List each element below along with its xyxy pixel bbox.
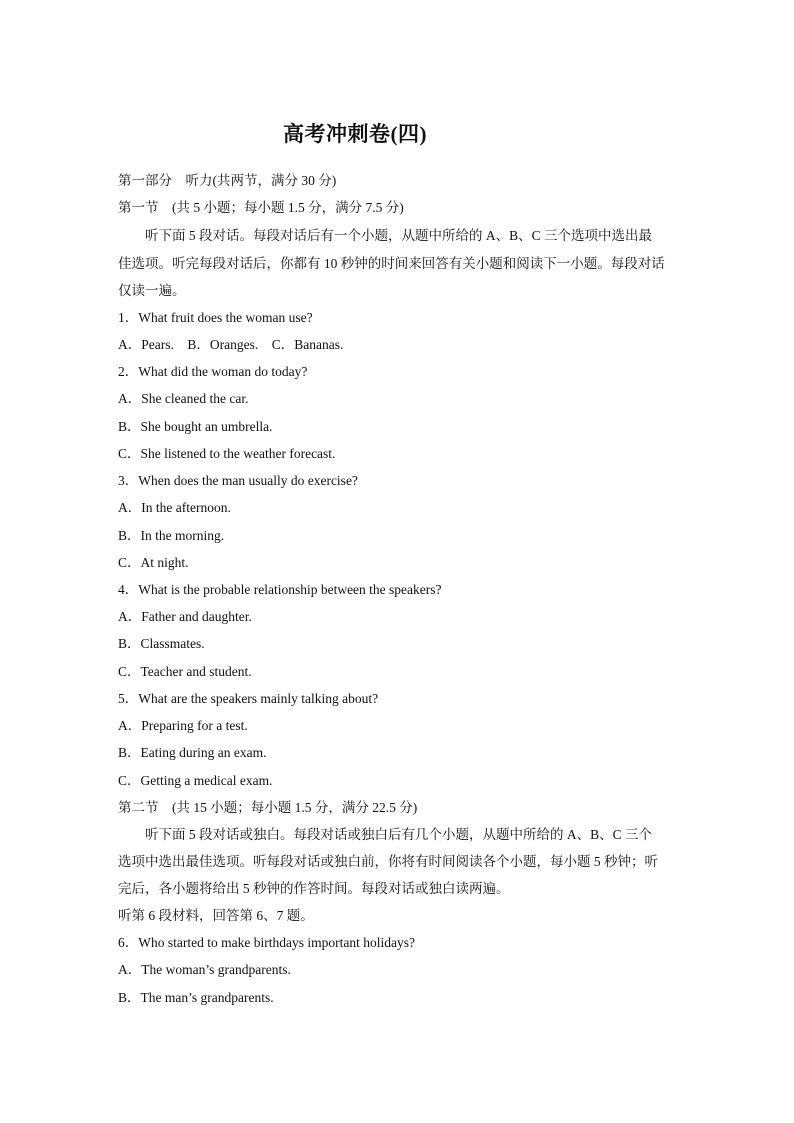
section2-instructions-line: 选项中选出最佳选项。听每段对话或独白前，你将有时间阅读各个小题，每小题 5 秒钟；听 [118,854,658,869]
question-4: 4．What is the probable relationship between the speakers? [118,582,442,597]
question-3-option-c: C．At night. [118,555,189,570]
section1-header: 第一节 (共 5 小题；每小题 1.5 分，满分 7.5 分) [118,200,404,215]
question-5: 5．What are the speakers mainly talking about? [118,691,379,706]
material-6-intro: 听第 6 段材料，回答第 6、7 题。 [118,908,314,923]
question-1: 1．What fruit does the woman use? [118,310,313,325]
section2-instructions-line: 完后，各小题将给出 5 秒钟的作答时间。每段对话或独白读两遍。 [118,881,510,896]
section2-instructions-line: 听下面 5 段对话或独白。每段对话或独白后有几个小题，从题中所给的 A、B、C 三个 [145,827,653,842]
page-title: 高考冲刺卷(四) [283,122,427,146]
question-2-option-a: A．She cleaned the car. [118,391,249,406]
question-2-option-c: C．She listened to the weather forecast. [118,446,336,461]
section1-instructions-line: 仅读一遍。 [118,283,186,298]
question-3-option-b: B．In the morning. [118,528,225,543]
question-1-options: A．Pears. B．Oranges. C．Bananas. [118,337,344,352]
question-5-option-a: A．Preparing for a test. [118,718,248,733]
part1-header: 第一部分 听力(共两节，满分 30 分) [118,173,337,188]
question-3-option-a: A．In the afternoon. [118,500,231,515]
question-6: 6．Who started to make birthdays important holidays? [118,935,415,950]
question-6-option-b: B．The man’s grandparents. [118,990,274,1005]
question-3: 3．When does the man usually do exercise? [118,473,358,488]
question-5-option-b: B．Eating during an exam. [118,745,267,760]
question-6-option-a: A．The woman’s grandparents. [118,962,291,977]
section2-header: 第二节 (共 15 小题；每小题 1.5 分，满分 22.5 分) [118,800,418,815]
question-4-option-a: A．Father and daughter. [118,609,252,624]
question-2-option-b: B．She bought an umbrella. [118,419,273,434]
question-5-option-c: C．Getting a medical exam. [118,773,273,788]
question-2: 2．What did the woman do today? [118,364,308,379]
section1-instructions-line: 听下面 5 段对话。每段对话后有一个小题，从题中所给的 A、B、C 三个选项中选出最 [145,228,653,243]
question-4-option-b: B．Classmates. [118,636,205,651]
section1-instructions-line: 佳选项。听完每段对话后，你都有 10 秒钟的时间来回答有关小题和阅读下一小题。每段对话 [118,256,665,271]
question-4-option-c: C．Teacher and student. [118,664,252,679]
